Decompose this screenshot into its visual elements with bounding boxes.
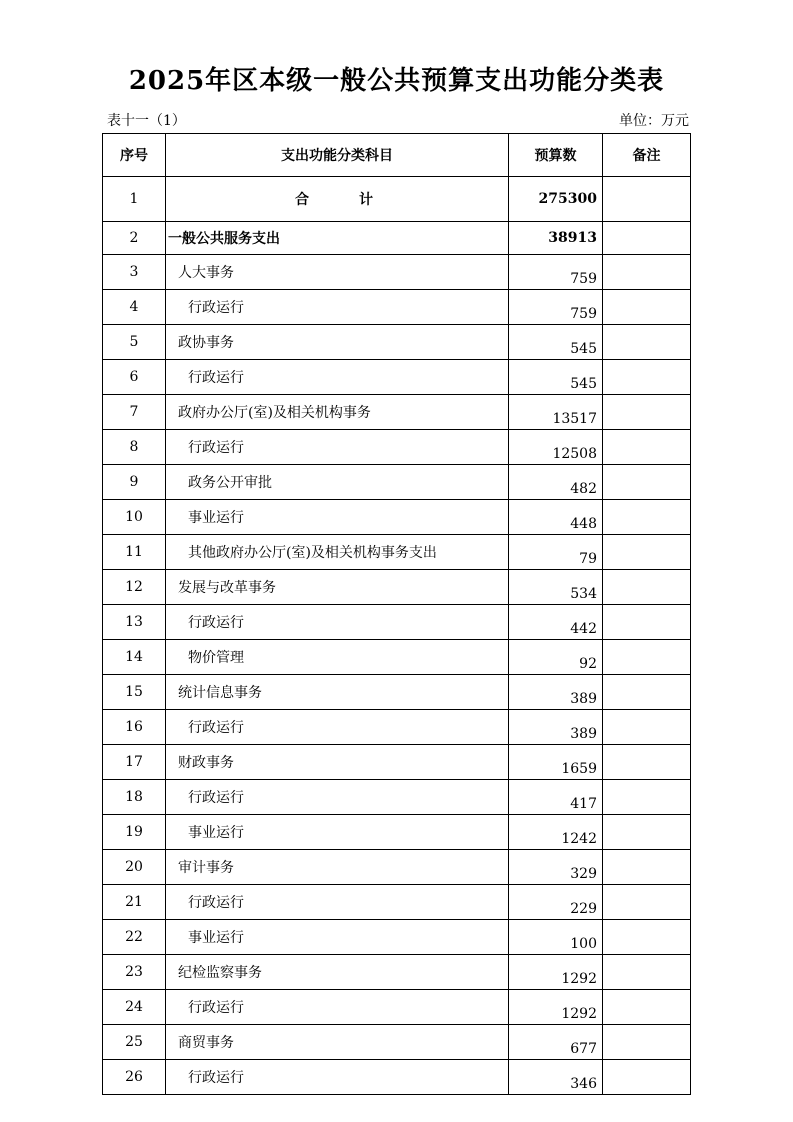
row-number: 8 bbox=[103, 430, 166, 465]
row-amount: 759 bbox=[509, 255, 603, 290]
row-note bbox=[603, 605, 691, 640]
row-subject: 其他政府办公厅(室)及相关机构事务支出 bbox=[166, 535, 509, 570]
row-note bbox=[603, 815, 691, 850]
row-note bbox=[603, 850, 691, 885]
row-number: 15 bbox=[103, 675, 166, 710]
table-row bbox=[103, 535, 691, 570]
row-note bbox=[603, 780, 691, 815]
header-no: 序号 bbox=[103, 134, 166, 177]
row-number: 10 bbox=[103, 500, 166, 535]
row-subject: 纪检监察事务 bbox=[166, 955, 509, 990]
row-note bbox=[603, 570, 691, 605]
row-amount: 534 bbox=[509, 570, 603, 605]
row-number: 25 bbox=[103, 1025, 166, 1060]
row-note bbox=[603, 640, 691, 675]
row-note bbox=[603, 430, 691, 465]
row-amount: 1292 bbox=[509, 990, 603, 1025]
row-number: 12 bbox=[103, 570, 166, 605]
row-number: 22 bbox=[103, 920, 166, 955]
row-number: 4 bbox=[103, 290, 166, 325]
table-row bbox=[103, 675, 691, 710]
table-row bbox=[103, 465, 691, 500]
row-amount: 100 bbox=[509, 920, 603, 955]
row-number: 23 bbox=[103, 955, 166, 990]
row-amount: 275300 bbox=[509, 177, 603, 222]
row-subject: 行政运行 bbox=[166, 885, 509, 920]
row-amount: 12508 bbox=[509, 430, 603, 465]
row-note bbox=[603, 465, 691, 500]
header-subject: 支出功能分类科目 bbox=[166, 134, 509, 177]
row-amount: 13517 bbox=[509, 395, 603, 430]
table-row bbox=[103, 745, 691, 780]
row-amount: 1292 bbox=[509, 955, 603, 990]
row-number: 5 bbox=[103, 325, 166, 360]
table-label: 表十一（1） bbox=[107, 113, 186, 129]
row-subject: 事业运行 bbox=[166, 920, 509, 955]
table-row bbox=[103, 640, 691, 675]
row-note bbox=[603, 885, 691, 920]
table-row bbox=[103, 815, 691, 850]
row-note bbox=[603, 222, 691, 255]
table-row bbox=[103, 222, 691, 255]
row-number: 20 bbox=[103, 850, 166, 885]
header-amount: 预算数 bbox=[509, 134, 603, 177]
table-row bbox=[103, 1060, 691, 1095]
row-number: 13 bbox=[103, 605, 166, 640]
row-subject: 政务公开审批 bbox=[166, 465, 509, 500]
row-amount: 329 bbox=[509, 850, 603, 885]
row-number: 24 bbox=[103, 990, 166, 1025]
row-subject: 行政运行 bbox=[166, 710, 509, 745]
row-amount: 79 bbox=[509, 535, 603, 570]
row-subject: 物价管理 bbox=[166, 640, 509, 675]
row-number: 6 bbox=[103, 360, 166, 395]
row-note bbox=[603, 177, 691, 222]
row-note bbox=[603, 500, 691, 535]
table-row bbox=[103, 780, 691, 815]
row-subject: 行政运行 bbox=[166, 1060, 509, 1095]
row-amount: 229 bbox=[509, 885, 603, 920]
row-subject: 一般公共服务支出 bbox=[166, 222, 509, 255]
row-amount: 482 bbox=[509, 465, 603, 500]
row-subject: 事业运行 bbox=[166, 500, 509, 535]
row-amount: 442 bbox=[509, 605, 603, 640]
row-amount: 346 bbox=[509, 1060, 603, 1095]
row-number: 11 bbox=[103, 535, 166, 570]
header-note: 备注 bbox=[603, 134, 691, 177]
row-subject: 行政运行 bbox=[166, 605, 509, 640]
row-note bbox=[603, 710, 691, 745]
row-note bbox=[603, 955, 691, 990]
row-number: 21 bbox=[103, 885, 166, 920]
table-row bbox=[103, 325, 691, 360]
row-amount: 448 bbox=[509, 500, 603, 535]
row-note bbox=[603, 360, 691, 395]
table-row bbox=[103, 570, 691, 605]
row-note bbox=[603, 255, 691, 290]
row-amount: 759 bbox=[509, 290, 603, 325]
row-number: 26 bbox=[103, 1060, 166, 1095]
row-note bbox=[603, 920, 691, 955]
table-row bbox=[103, 395, 691, 430]
row-subject: 事业运行 bbox=[166, 815, 509, 850]
row-amount: 92 bbox=[509, 640, 603, 675]
row-number: 14 bbox=[103, 640, 166, 675]
row-subject: 发展与改革事务 bbox=[166, 570, 509, 605]
row-note bbox=[603, 395, 691, 430]
row-note bbox=[603, 535, 691, 570]
row-number: 9 bbox=[103, 465, 166, 500]
row-subject: 人大事务 bbox=[166, 255, 509, 290]
row-amount: 545 bbox=[509, 325, 603, 360]
row-subject: 政府办公厅(室)及相关机构事务 bbox=[166, 395, 509, 430]
row-subject: 行政运行 bbox=[166, 290, 509, 325]
row-subject: 审计事务 bbox=[166, 850, 509, 885]
row-number: 19 bbox=[103, 815, 166, 850]
row-amount: 1242 bbox=[509, 815, 603, 850]
row-number: 1 bbox=[103, 177, 166, 222]
row-amount: 38913 bbox=[509, 222, 603, 255]
table-row bbox=[103, 885, 691, 920]
table-row bbox=[103, 955, 691, 990]
row-note bbox=[603, 325, 691, 360]
row-amount: 389 bbox=[509, 675, 603, 710]
row-number: 7 bbox=[103, 395, 166, 430]
row-subject: 行政运行 bbox=[166, 780, 509, 815]
table-row bbox=[103, 360, 691, 395]
table-header-row bbox=[103, 134, 691, 177]
row-amount: 1659 bbox=[509, 745, 603, 780]
row-note bbox=[603, 1060, 691, 1095]
table-row bbox=[103, 255, 691, 290]
row-number: 3 bbox=[103, 255, 166, 290]
row-number: 18 bbox=[103, 780, 166, 815]
row-note bbox=[603, 1025, 691, 1060]
row-note bbox=[603, 990, 691, 1025]
row-number: 2 bbox=[103, 222, 166, 255]
table-body bbox=[103, 177, 691, 1095]
row-subject: 行政运行 bbox=[166, 990, 509, 1025]
row-subject: 合 计 bbox=[166, 177, 509, 222]
budget-table bbox=[102, 133, 691, 1095]
table-row bbox=[103, 990, 691, 1025]
row-amount: 677 bbox=[509, 1025, 603, 1060]
table-row bbox=[103, 1025, 691, 1060]
row-amount: 545 bbox=[509, 360, 603, 395]
row-note bbox=[603, 675, 691, 710]
row-amount: 417 bbox=[509, 780, 603, 815]
row-subject: 政协事务 bbox=[166, 325, 509, 360]
table-row bbox=[103, 177, 691, 222]
table-row bbox=[103, 430, 691, 465]
row-subject: 财政事务 bbox=[166, 745, 509, 780]
row-note bbox=[603, 745, 691, 780]
row-note bbox=[603, 290, 691, 325]
page-title: 2025年区本级一般公共预算支出功能分类表 bbox=[128, 66, 665, 96]
table-row bbox=[103, 500, 691, 535]
row-number: 16 bbox=[103, 710, 166, 745]
table-row bbox=[103, 920, 691, 955]
row-subject: 统计信息事务 bbox=[166, 675, 509, 710]
row-subject: 商贸事务 bbox=[166, 1025, 509, 1060]
row-number: 17 bbox=[103, 745, 166, 780]
row-subject: 行政运行 bbox=[166, 360, 509, 395]
table-row bbox=[103, 605, 691, 640]
table-row bbox=[103, 850, 691, 885]
row-amount: 389 bbox=[509, 710, 603, 745]
row-subject: 行政运行 bbox=[166, 430, 509, 465]
unit-label: 单位：万元 bbox=[619, 113, 689, 129]
table-row bbox=[103, 710, 691, 745]
table-row bbox=[103, 290, 691, 325]
